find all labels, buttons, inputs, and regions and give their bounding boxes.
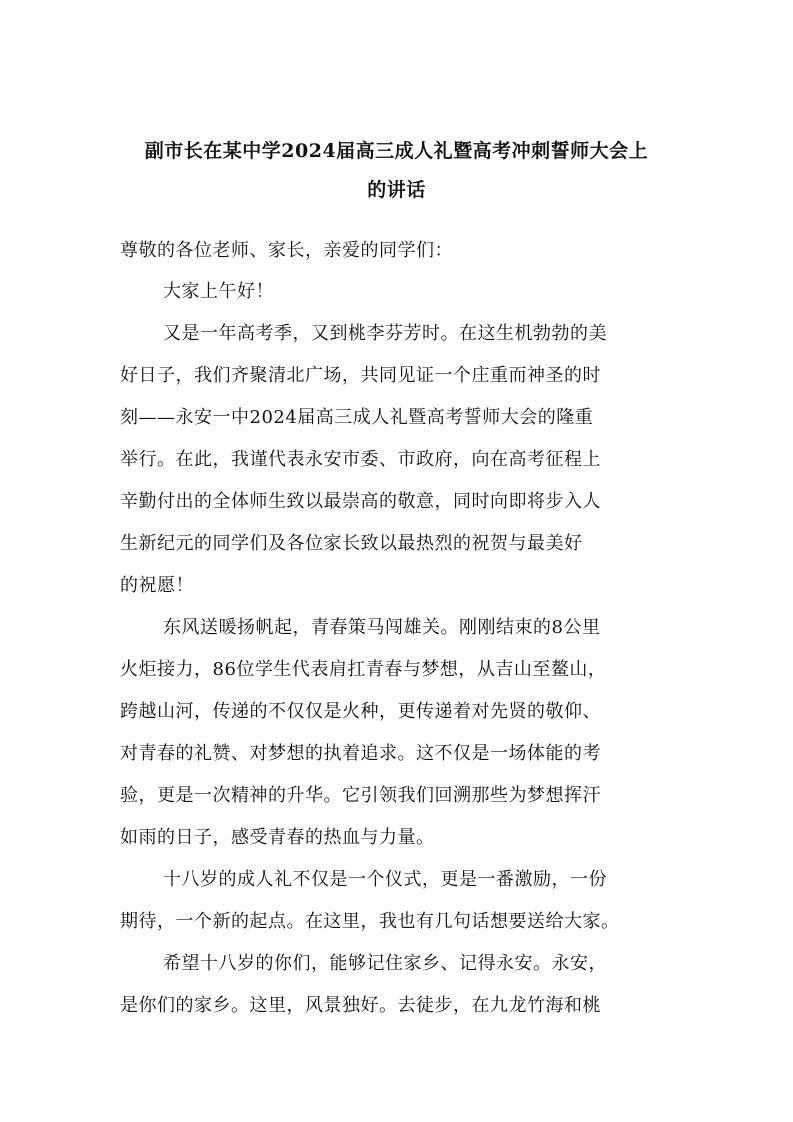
document-title-line-2: 的讲话 [367, 179, 426, 201]
body-line: 好日子，我们齐聚清北广场，共同见证一个庄重而神圣的时 [120, 365, 601, 386]
body-line: 刻——永安一中2024届高三成人礼暨高考誓师大会的隆重 [120, 407, 594, 428]
body-line: 对青春的礼赞、对梦想的执着追求。这不仅是一场体能的考 [120, 743, 601, 764]
body-line: 验，更是一次精神的升华。它引领我们回溯那些为梦想挥汗 [120, 785, 601, 806]
body-line: 是你们的家乡。这里，风景独好。去徒步，在九龙竹海和桃 [120, 995, 601, 1016]
body-line: 十八岁的成人礼不仅是一个仪式，更是一番激励，一份 [163, 869, 607, 890]
body-line: 生新纪元的同学们及各位家长致以最热烈的祝贺与最美好 [120, 533, 583, 554]
body-line: 又是一年高考季，又到桃李芬芳时。在这生机勃勃的美 [163, 323, 607, 344]
body-line: 期待，一个新的起点。在这里，我也有几句话想要送给大家。 [120, 911, 620, 932]
body-line: 的祝愿！ [120, 575, 194, 596]
salutation-line: 尊敬的各位老师、家长，亲爱的同学们： [120, 240, 453, 261]
greeting-line: 大家上午好！ [163, 281, 274, 302]
document-title-line-1: 副市长在某中学2024届高三成人礼暨高考冲刺誓师大会上 [144, 140, 649, 162]
body-line: 东风送暖扬帆起，青春策马闯雄关。刚刚结束的8公里 [163, 617, 601, 638]
body-line: 跨越山河，传递的不仅仅是火种，更传递着对先贤的敬仰、 [120, 701, 601, 722]
body-line: 如雨的日子，感受青春的热血与力量。 [120, 827, 435, 848]
body-line: 希望十八岁的你们，能够记住家乡、记得永安。永安， [163, 953, 607, 974]
body-line: 辛勤付出的全体师生致以最崇高的敬意，同时向即将步入人 [120, 491, 601, 512]
body-line: 举行。在此，我谨代表永安市委、市政府，向在高考征程上 [120, 449, 601, 470]
body-line: 火炬接力，86位学生代表肩扛青春与梦想，从吉山至鳌山， [120, 659, 607, 680]
